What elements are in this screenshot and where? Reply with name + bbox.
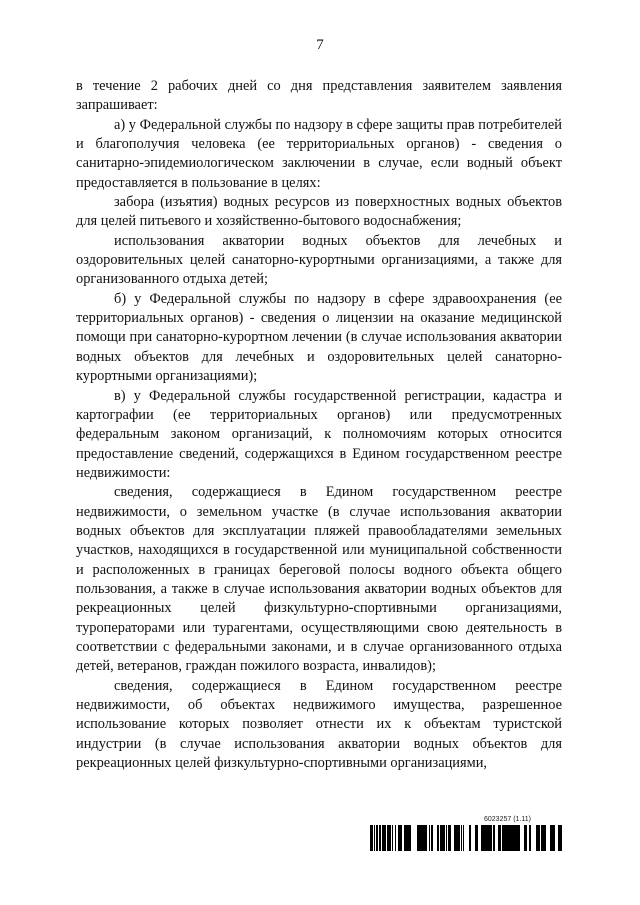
paragraph-land-plot-info: сведения, содержащиеся в Едином государственном реестре недвижимости, о земельном участке (в случае использования акватории водных объектов для эксплуатации пляжей правообладателями земельных участков, находящихся в государственной или муниципальной собственности и расположенных в границах береговой полосы водного объекта общего пользования, а также в случае использования акватории водных объектов для рекреационных целей физкультурно-спортивными организациями, туроператорами или турагентами, осуществляющими свою деятельность в соответствии с федеральными законами, и в случае организованного отдыха детей, ветеранов, граждан пожилого возраста, инвалидов); bbox=[76, 484, 562, 675]
document-code: 6023257 (1.11) bbox=[484, 816, 531, 823]
paragraph-item-b: б) у Федеральной службы по надзору в сфере здравоохранения (ее территориальных органов) - сведения о лицензии на оказание медицинской помощи при санаторно-курортном лечении (в случае использования акватории водных объектов для лечебных и оздоровительных целей санаторно-курортными организациями); bbox=[76, 290, 562, 385]
barcode-image bbox=[370, 825, 562, 851]
paragraph-item-c: в) у Федеральной службы государственной регистрации, кадастра и картографии (ее территориальных органов) или предусмотренных федеральным законом организаций, к полномочиям которых относится предоставление сведений, содержащихся в Едином государственном реестре недвижимости: bbox=[76, 387, 562, 481]
paragraph-intro: в течение 2 рабочих дней со дня представления заявителем заявления запрашивает: bbox=[76, 78, 562, 114]
document-body bbox=[76, 77, 562, 773]
page-number: 7 bbox=[316, 37, 324, 53]
paragraph-water-area-medical: использования акватории водных объектов для лечебных и оздоровительных целей санаторно-курортными организациями, а также для организованного отдыха детей; bbox=[76, 232, 562, 288]
paragraph-item-a: а) у Федеральной службы по надзору в сфере защиты прав потребителей и благополучия человека (ее территориальных органов) - сведения о санитарно-эпидемиологическом заключении в случае, если водный объект предоставляется в пользование в целях: bbox=[76, 116, 562, 191]
paragraph-real-estate-info: сведения, содержащиеся в Едином государственном реестре недвижимости, об объектах недвижимого имущества, разрешенное использование которых позволяет отнести их к объектам туристской индустрии (в случае использования акватории водных объектов для рекреационных целей физкультурно-спортивными организациями, bbox=[76, 677, 562, 772]
paragraph-water-intake: забора (изъятия) водных ресурсов из поверхностных водных объектов для целей питьевого и хозяйственно-бытового водоснабжения; bbox=[76, 194, 562, 230]
